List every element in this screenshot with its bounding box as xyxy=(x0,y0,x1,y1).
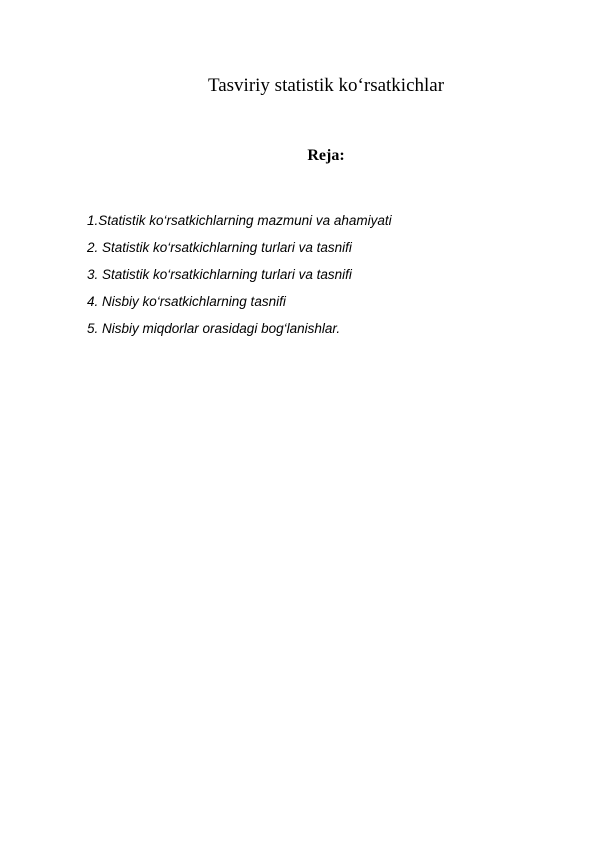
plan-item: 2. Statistik ko‘rsatkichlarning turlari va tasnifi xyxy=(87,240,352,255)
plan-item: 3. Statistik ko‘rsatkichlarning turlari va tasnifi xyxy=(87,267,352,282)
plan-heading: Reja: xyxy=(307,147,345,164)
plan-item: 4. Nisbiy ko‘rsatkichlarning tasnifi xyxy=(87,294,286,309)
plan-item: 1.Statistik ko‘rsatkichlarning mazmuni va ahamiyati xyxy=(87,213,392,228)
plan-item: 5. Nisbiy miqdorlar orasidagi bog‘lanishlar. xyxy=(87,321,341,336)
plan-list xyxy=(87,212,392,347)
document-title: Tasviriy statistik ko‘rsatkichlar xyxy=(207,75,445,96)
